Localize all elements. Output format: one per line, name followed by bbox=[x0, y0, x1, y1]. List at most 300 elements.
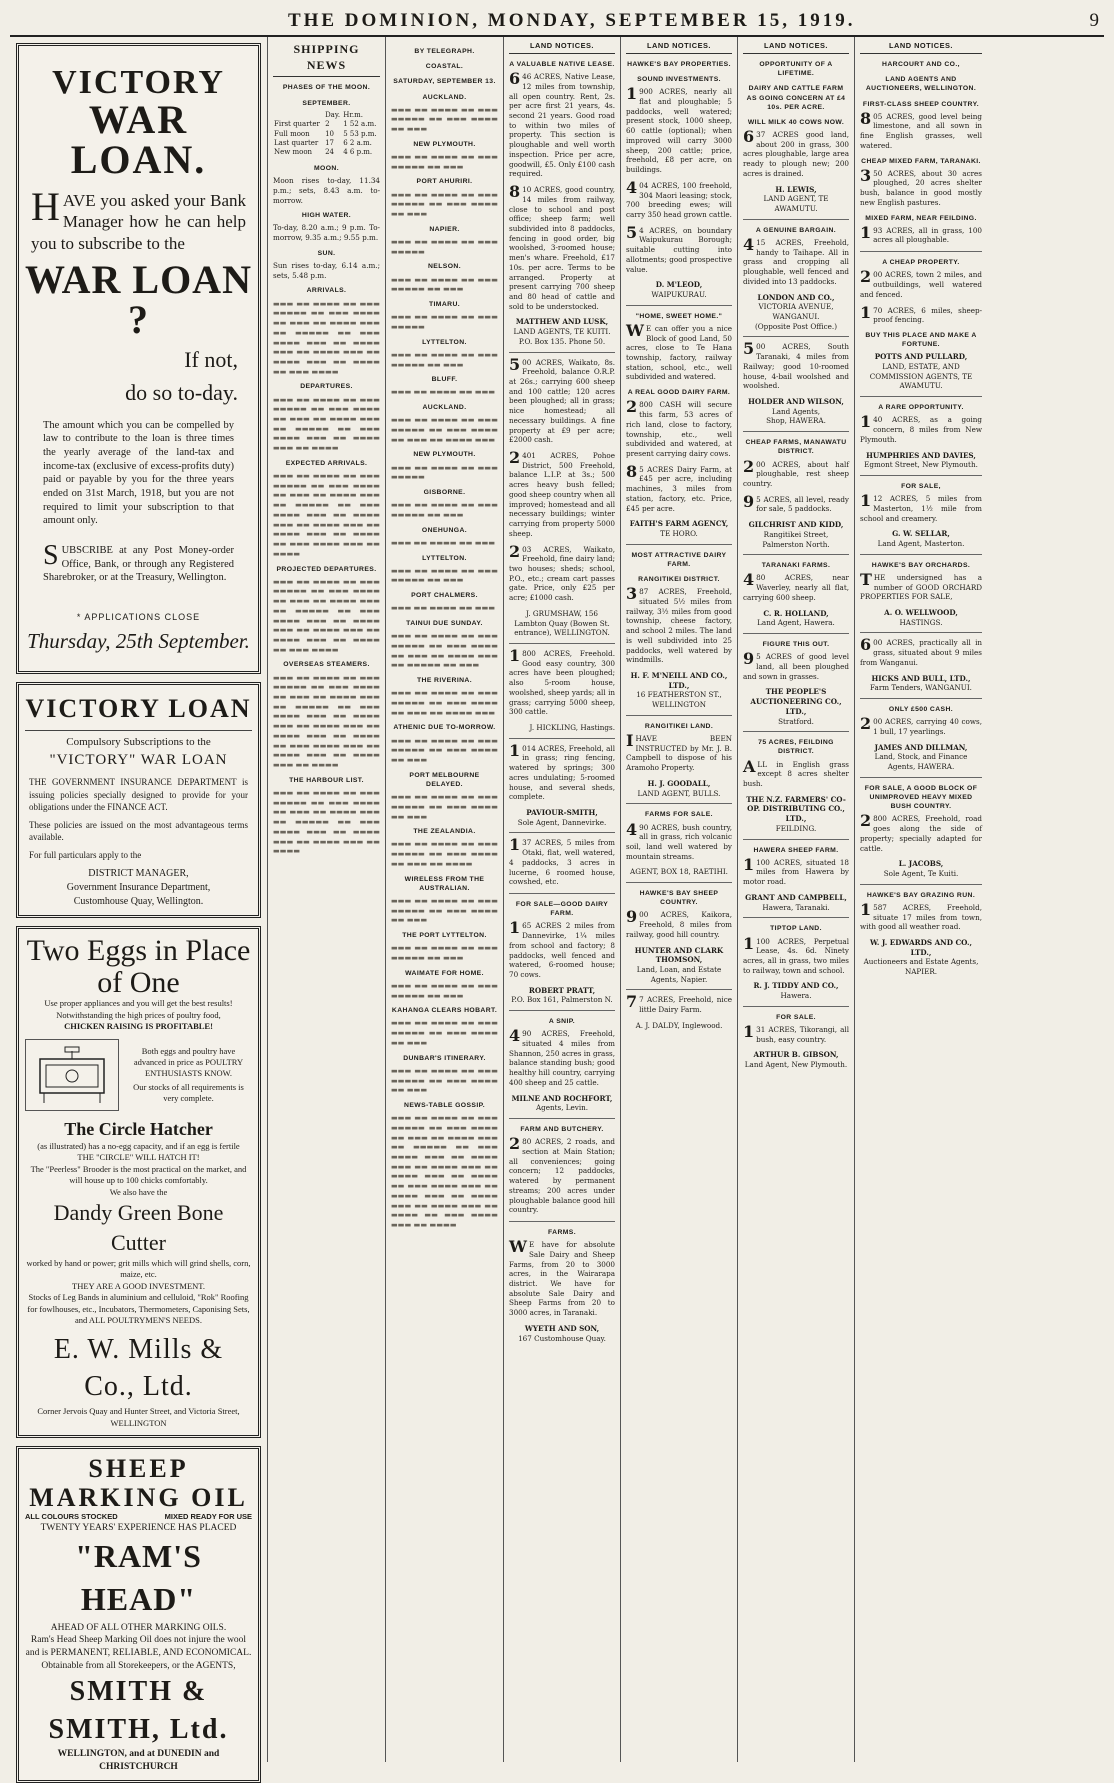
land-notice: 500 ACRES, South Taranaki, 4 miles from Railway; good 10-roomed house, 4-bail woolshed and woolshed. bbox=[743, 339, 849, 391]
agent-name: H. F. M'NEILL AND CO., LTD., bbox=[630, 670, 728, 690]
land-notices-header: LAND NOTICES. bbox=[626, 41, 732, 54]
waimate-heading: WAIMATE FOR HOME. bbox=[405, 969, 484, 977]
notice-subheading: LAND AGENTS AND AUCTIONEERS, WELLINGTON. bbox=[865, 76, 977, 93]
land-notice: WE have for absolute Sale Dairy and Sheep Farms, from 20 to 3000 acres, in the Wairarapa district. We have for absolute Sale Dairy and Sheep Farms from 20 to 3000 acres, in Taranaki. bbox=[509, 1237, 615, 1318]
agent-line: LAND AGENT, BULLS. bbox=[637, 788, 721, 798]
dunbar-text: ▬▬▬ ▬▬ ▬▬▬▬ ▬▬ ▬▬▬ ▬▬▬▬▬ ▬▬ ▬▬▬ ▬▬▬▬ ▬▬ ▬▬▬ bbox=[391, 1065, 498, 1095]
port-heading: ONEHUNGA. bbox=[421, 526, 468, 534]
agent-line: J. GRUMSHAW, 156 Lambton Quay (Bowen St. entrance), WELLINGTON. bbox=[514, 608, 610, 638]
land-notice: 387 ACRES, Freehold, situated 5½ miles from railway, 3½ miles from good township, cheese factory, and school 2 miles. The land is well subdivided into 25 paddocks, well watered by windmills. bbox=[626, 584, 732, 665]
notice-heading: HARCOURT AND CO., bbox=[882, 60, 960, 68]
wireless-heading: WIRELESS FROM THE AUSTRALIAN. bbox=[404, 875, 485, 892]
phases-header-cell: Hr.m. bbox=[343, 110, 364, 119]
ad-if-not: If not, bbox=[184, 346, 238, 372]
land-notice: 85 ACRES Dairy Farm, at £45 per acre, including machines, 3 miles from station, factory, etc. Price, £45 per acre. bbox=[626, 461, 732, 513]
incubator-illustration-icon bbox=[25, 1039, 119, 1111]
notice-heading: FOR SALE, A GOOD BLOCK OF UNIMPROVED HEAVY MIXED BUSH COUNTRY. bbox=[864, 784, 978, 811]
port-entries: ▬▬▬ ▬▬ ▬▬▬▬ ▬▬ ▬▬▬ bbox=[391, 603, 496, 613]
eggs-line2: Notwithstanding the high prices of poultry food, bbox=[56, 1009, 221, 1020]
land-notice: 805 ACRES, good level being limestone, and all sown in fine English grasses, well watered. bbox=[860, 108, 982, 150]
athenic-heading: ATHENIC DUE TO-MORROW. bbox=[393, 724, 496, 732]
notice-heading: A GENUINE BARGAIN. bbox=[755, 226, 837, 234]
port-melbourne-heading: PORT MELBOURNE DELAYED. bbox=[409, 771, 480, 788]
smith-company-name: SMITH & SMITH, Ltd. bbox=[48, 1675, 229, 1745]
agent-line: Land, Loan, and Estate Agents, Napier. bbox=[636, 965, 722, 984]
land-notice: THE undersigned has a number of GOOD ORCHARD PROPERTIES FOR SALE, bbox=[860, 569, 982, 602]
agent-name: MILNE AND ROCHFORT, bbox=[511, 1093, 613, 1103]
eggs-right1: Both eggs and poultry have advanced in price as POULTRY ENTHUSIASTS KNOW. bbox=[133, 1045, 244, 1078]
land-notice: 480 ACRES, near Waverley, nearly all flat, carrying 600 sheep. bbox=[743, 570, 849, 602]
land-notices-column-1 bbox=[504, 37, 621, 1762]
land-notice: 165 ACRES 2 miles from Dannevirke, 1¼ miles from school and factory; 8 paddocks, well fenced and watered, 6-roomed house; 70 cows. bbox=[509, 918, 615, 979]
land-notices-column-4 bbox=[855, 37, 987, 1762]
projected-list: ▬▬▬ ▬▬ ▬▬▬▬ ▬▬ ▬▬▬ ▬▬▬▬▬ ▬▬ ▬▬▬ ▬▬▬▬ ▬▬ ▬▬▬ ▬▬ ▬▬▬▬ ▬▬▬ ▬▬ ▬▬▬▬▬ ▬▬ ▬▬▬ ▬▬▬▬ ▬▬▬ ▬▬ ▬▬▬▬ ▬▬▬ ▬▬ ▬▬▬▬ ▬▬▬ ▬▬ ▬▬▬▬ ▬▬▬ ▬▬ ▬▬▬▬ ▬▬ ▬▬▬ ▬▬▬▬ bbox=[273, 576, 380, 654]
high-water-heading: HIGH WATER. bbox=[301, 212, 352, 220]
port-heading: NEW PLYMOUTH. bbox=[413, 451, 476, 459]
agent-name: GRANT AND CAMPBELL, bbox=[745, 892, 847, 902]
notice-heading: FARMS. bbox=[547, 1229, 577, 1236]
ad-close-date: Thursday, 25th September. bbox=[27, 628, 250, 653]
land-notice: 2401 ACRES, Pohoe District, 500 Freehold, balance L.I.P. at 3s.; 500 acres heavy bush felled; good sheep country when all improved; homestead and all necessary buildings; winter carrying from property 5000 sheep. bbox=[509, 448, 615, 538]
phase-time: 5 53 p.m. bbox=[343, 129, 377, 138]
good-investment: THEY ARE A GOOD INVESTMENT. bbox=[72, 1280, 205, 1291]
page-number: 9 bbox=[1089, 10, 1100, 31]
notice-heading: FIGURE THIS OUT. bbox=[762, 641, 830, 649]
port-entries: ▬▬▬ ▬▬ ▬▬▬▬ ▬▬ ▬▬▬ ▬▬▬▬▬ bbox=[391, 312, 498, 331]
agent-line: Rangitikei Street, Palmerston North. bbox=[762, 529, 830, 549]
ad-war-loan-question: WAR LOAN ? bbox=[25, 256, 252, 342]
port-entries: ▬▬▬ ▬▬ ▬▬▬▬ ▬▬ ▬▬▬ ▬▬▬▬▬ ▬▬ ▬▬▬ ▬▬▬▬ ▬▬ ▬▬▬ ▬▬ ▬▬▬▬ ▬▬▬ bbox=[391, 415, 498, 444]
agent-name: C. R. HOLLAND, bbox=[763, 608, 829, 618]
dandy-cutter-heading: Dandy Green Bone Cutter bbox=[53, 1200, 224, 1256]
arrivals-list: ▬▬▬ ▬▬ ▬▬▬▬ ▬▬ ▬▬▬ ▬▬▬▬▬ ▬▬ ▬▬▬ ▬▬▬▬ ▬▬ ▬▬▬ ▬▬ ▬▬▬▬ ▬▬▬ ▬▬ ▬▬▬▬▬ ▬▬ ▬▬▬ ▬▬▬▬ ▬▬▬ ▬▬ ▬▬▬▬ ▬▬▬ ▬▬ ▬▬▬▬ ▬▬▬ ▬▬ ▬▬▬▬ ▬▬▬ ▬▬ ▬▬▬▬ ▬▬ ▬▬▬ ▬▬▬▬ bbox=[273, 298, 380, 376]
will-hatch: THE "CIRCLE" WILL HATCH IT! bbox=[77, 1152, 200, 1163]
land-notice: IHAVE BEEN INSTRUCTED by Mr. J. B. Campbell to dispose of his Aramoho Property. bbox=[626, 731, 732, 773]
ad2-sub2: "VICTORY" WAR LOAN bbox=[49, 752, 228, 769]
notice-heading: MIXED FARM, NEAR FEILDING. bbox=[865, 214, 977, 222]
notice-heading: A VALUABLE NATIVE LEASE. bbox=[509, 60, 615, 68]
land-notice: 1800 ACRES, Freehold. Good easy country, 300 acres have been ploughed; also 5-room house, woolshed, sheep yards; all in grass; carrying 5000 sheep, 300 cattle. bbox=[509, 645, 615, 717]
land-notice: 137 ACRES, 5 miles from Otaki, flat, well watered, 4 paddocks, 3 acres in lucerne, 6 roomed house, cowshed, etc. bbox=[509, 835, 615, 887]
phase-day: 17 bbox=[325, 139, 334, 148]
overseas-list: ▬▬▬ ▬▬ ▬▬▬▬ ▬▬ ▬▬▬ ▬▬▬▬▬ ▬▬ ▬▬▬ ▬▬▬▬ ▬▬ ▬▬▬ ▬▬ ▬▬▬▬ ▬▬▬ ▬▬ ▬▬▬▬▬ ▬▬ ▬▬▬ ▬▬▬▬ ▬▬▬ ▬▬ ▬▬▬▬ ▬▬▬ ▬▬ ▬▬▬▬ ▬▬▬ ▬▬ ▬▬▬▬ ▬▬▬ ▬▬ ▬▬▬▬ ▬▬ ▬▬▬ ▬▬▬▬ ▬▬▬ ▬▬ ▬▬▬▬ ▬▬▬ ▬▬ ▬▬▬▬ ▬▬▬ ▬▬ ▬▬▬▬ bbox=[273, 672, 380, 770]
agent-line: HASTINGS. bbox=[899, 617, 943, 627]
harbour-list: ▬▬▬ ▬▬ ▬▬▬▬ ▬▬ ▬▬▬ ▬▬▬▬▬ ▬▬ ▬▬▬ ▬▬▬▬ ▬▬ ▬▬▬ ▬▬ ▬▬▬▬ ▬▬▬ ▬▬ ▬▬▬▬▬ ▬▬ ▬▬▬ ▬▬▬▬ ▬▬▬ ▬▬ ▬▬▬▬ ▬▬▬ ▬▬ ▬▬▬▬ ▬▬▬ ▬▬ ▬▬▬▬ bbox=[273, 787, 380, 856]
agent-line: WAIPUKURAU. bbox=[651, 289, 707, 299]
agent-line: TE HORO. bbox=[660, 528, 698, 538]
ad2-p1: THE GOVERNMENT INSURANCE DEPARTMENT is issuing policies specially designed to provide for your obligations under the FINANCE ACT. bbox=[29, 777, 248, 812]
table-row bbox=[273, 148, 380, 157]
agent-line: FEILDING. bbox=[775, 823, 817, 833]
land-notice: 95 ACRES of good level land, all been ploughed and sown in grasses. bbox=[743, 649, 849, 681]
dunbar-heading: DUNBAR'S ITINERARY. bbox=[403, 1054, 486, 1062]
land-notice: 131 ACRES, Tikorangi, all bush, easy country. bbox=[743, 1022, 849, 1044]
land-notice: 404 ACRES, 100 freehold, 304 Maori leasing; stock, 700 breeding ewes; will carry 350 head grown cattle. bbox=[626, 177, 732, 219]
port-heading: AUCKLAND. bbox=[422, 93, 467, 101]
sheep-title: SHEEP MARKING OIL bbox=[29, 1454, 248, 1512]
notice-heading: FOR SALE, bbox=[901, 482, 941, 490]
land-notices-header: LAND NOTICES. bbox=[743, 41, 849, 54]
notice-heading: FARMS FOR SALE. bbox=[645, 811, 713, 819]
port-lyttelton-text: ▬▬▬ ▬▬ ▬▬▬▬ ▬▬ ▬▬▬ ▬▬▬▬▬ ▬▬ ▬▬▬ bbox=[391, 943, 498, 962]
agent-name: POTTS AND PULLARD, bbox=[874, 352, 968, 362]
agent-line: 167 Customhouse Quay. bbox=[518, 1333, 606, 1343]
ad-subscribe-text: SUBSCRIBE at any Post Money-order Office, Bank, or through any Registered Sharebroker, or at the Treasury, Wellington. bbox=[43, 539, 234, 584]
port-entries: ▬▬▬ ▬▬ ▬▬▬▬ ▬▬ ▬▬▬ ▬▬▬▬▬ ▬▬ ▬▬▬ bbox=[391, 349, 498, 369]
port-entries: ▬▬▬ ▬▬ ▬▬▬▬ ▬▬ ▬▬▬ bbox=[391, 537, 496, 547]
port-heading: NEW PLYMOUTH. bbox=[413, 140, 476, 148]
zealandia-text: ▬▬▬ ▬▬ ▬▬▬▬ ▬▬ ▬▬▬ ▬▬▬▬▬ ▬▬ ▬▬▬ ▬▬▬▬ ▬▬ ▬▬▬ ▬▬ ▬▬▬▬ bbox=[391, 839, 498, 868]
phase-time: 6 2 a.m. bbox=[343, 139, 372, 148]
port-entries: ▬▬▬ ▬▬ ▬▬▬▬ ▬▬ ▬▬▬ ▬▬▬▬▬ bbox=[391, 236, 498, 256]
shipping-title: SHIPPING NEWS bbox=[273, 41, 380, 77]
land-notice: 170 ACRES, 6 miles, sheep-proof fencing. bbox=[860, 302, 982, 325]
agent-name: L. JACOBS, bbox=[898, 859, 944, 869]
agent-name: LONDON AND CO., bbox=[757, 292, 835, 302]
port-entries: ▬▬▬ ▬▬ ▬▬▬▬ ▬▬ ▬▬▬ ▬▬▬▬▬ ▬▬ ▬▬▬ bbox=[391, 500, 498, 519]
agent-name: ARTHUR B. GIBSON, bbox=[753, 1050, 839, 1060]
tainui-heading: TAINUI DUE SUNDAY. bbox=[406, 620, 483, 628]
port-heading: BLUFF. bbox=[431, 376, 458, 384]
notice-heading: FARM AND BUTCHERY. bbox=[520, 1126, 604, 1134]
phase-name: New moon bbox=[274, 148, 313, 157]
land-notice: 2800 ACRES, Freehold, road goes along the side of property; specially adapted for cattle. bbox=[860, 811, 982, 853]
phases-header-cell bbox=[273, 111, 324, 120]
mills-address: Corner Jervois Quay and Hunter Street, and Victoria Street, WELLINGTON bbox=[37, 1406, 240, 1428]
port-melbourne-text: ▬▬▬ ▬▬ ▬▬▬▬ ▬▬ ▬▬▬ ▬▬▬▬▬ ▬▬ ▬▬▬ ▬▬▬▬ ▬▬ ▬▬▬ bbox=[391, 792, 498, 821]
port-entries: ▬▬▬ ▬▬ ▬▬▬▬ ▬▬ ▬▬▬ ▬▬▬▬▬ ▬▬ ▬▬▬ bbox=[391, 565, 498, 585]
phase-time: 4 6 p.m. bbox=[343, 148, 373, 157]
agent-line: AGENT, BOX 18, RAETIHI. bbox=[630, 867, 728, 877]
incubator-drawing bbox=[32, 1045, 112, 1105]
circle-hatcher-heading: The Circle Hatcher bbox=[64, 1118, 213, 1139]
agent-line: J. HICKLING, Hastings. bbox=[529, 723, 615, 732]
riverina-heading: THE RIVERINA. bbox=[416, 677, 473, 685]
agent-line: LAND AGENT, TE AWAMUTU. bbox=[763, 194, 829, 214]
agent-name: HUMPHRIES AND DAVIES, bbox=[866, 450, 976, 460]
ad2-p2: These policies are issued on the most advantageous terms available. bbox=[29, 819, 248, 843]
sheep-marking-oil-ad bbox=[16, 1446, 261, 1783]
port-heading: LYTTELTON. bbox=[422, 338, 467, 346]
land-notices-column-3 bbox=[738, 37, 855, 1762]
telegraph-title: BY TELEGRAPH. bbox=[414, 48, 475, 55]
land-notice: 415 ACRES, Freehold, handy to Taihape. All in grass and cropping all ploughable, well fenced and divided into 13 paddocks. bbox=[743, 234, 849, 286]
land-notice: 500 ACRES, Waikato, 8s. Freehold, balance O.R.P. at 26s.; carrying 600 sheep and 100 cattle; 120 acres been ploughed; all in grass; nice homestead; all necessary buildings. A fine property at £9 per acre; £2000 cash. bbox=[509, 354, 615, 445]
notice-heading: ONLY £500 CASH. bbox=[888, 706, 954, 714]
projected-heading: PROJECTED DEPARTURES. bbox=[276, 565, 377, 573]
wireless-text: ▬▬▬ ▬▬ ▬▬▬▬ ▬▬ ▬▬▬ ▬▬▬▬▬ ▬▬ ▬▬▬ ▬▬▬▬ ▬▬ ▬▬▬ bbox=[391, 895, 498, 925]
sheep-experience: TWENTY YEARS' EXPERIENCE HAS PLACED bbox=[40, 1523, 237, 1534]
kahanga-text: ▬▬▬ ▬▬ ▬▬▬▬ ▬▬ ▬▬▬ ▬▬▬▬▬ ▬▬ ▬▬▬ ▬▬▬▬ ▬▬ ▬▬▬ bbox=[391, 1018, 498, 1047]
agent-name: H. J. GOODALL, bbox=[647, 778, 711, 788]
agent-name: HOLDER AND WILSON, bbox=[748, 397, 844, 406]
land-notice: 95 ACRES, all level, ready for sale, 5 paddocks. bbox=[743, 491, 849, 514]
land-notice: ALL in English grass except 8 acres shelter bush. bbox=[743, 756, 849, 788]
notice-heading: OPPORTUNITY OF A LIFETIME. bbox=[759, 60, 833, 78]
port-entries: ▬▬▬ ▬▬ ▬▬▬▬ ▬▬ ▬▬▬ bbox=[391, 387, 496, 397]
agent-line: (Opposite Post Office.) bbox=[754, 321, 838, 331]
ad2-title: VICTORY LOAN bbox=[25, 691, 252, 731]
notice-heading: "HOME, SWEET HOME." bbox=[635, 312, 723, 320]
agent-line: Shop, HAWERA. bbox=[766, 416, 826, 426]
sheep-note: Ram's Head Sheep Marking Oil does not injure the wool and is PERMANENT, RELIABLE, AND ECONOMICAL. bbox=[25, 1635, 252, 1659]
port-entries: ▬▬▬ ▬▬ ▬▬▬▬ ▬▬ ▬▬▬ ▬▬▬▬▬ ▬▬ ▬▬▬ bbox=[391, 274, 498, 294]
notice-heading: HAWKE'S BAY PROPERTIES. bbox=[627, 60, 731, 68]
eggs-right2: Our stocks of all requirements is very complete. bbox=[133, 1081, 244, 1103]
agent-line: Agents, Levin. bbox=[535, 1103, 589, 1113]
notice-heading: HAWKE'S BAY SHEEP COUNTRY. bbox=[639, 890, 719, 907]
land-notice: 112 ACRES, 5 miles from Masterton, 1½ mile from school and creamery. bbox=[860, 491, 982, 523]
port-heading: NELSON. bbox=[427, 263, 461, 271]
land-notice: 200 ACRES, town 2 miles, and outbuildings, well watered and fenced. bbox=[860, 267, 982, 299]
agent-line: Hawera, Taranaki. bbox=[762, 902, 830, 912]
harbour-heading: THE HARBOUR LIST. bbox=[289, 776, 364, 784]
land-notice: 1587 ACRES, Freehold, situate 17 miles from town, with good all weather road. bbox=[860, 899, 982, 932]
notice-heading: TARANAKI FARMS. bbox=[761, 562, 831, 570]
kahanga-heading: KAHANGA CLEARS HOBART. bbox=[391, 1007, 498, 1015]
agent-line: Farm Tenders, WANGANUI. bbox=[870, 683, 972, 693]
notice-subheading: RANGITIKEI DISTRICT. bbox=[638, 576, 720, 584]
notice-heading: BUY THIS PLACE AND MAKE A FORTUNE. bbox=[865, 331, 977, 349]
land-notice: 600 ACRES, practically all in grass, situated about 9 miles from Wanganui. bbox=[860, 635, 982, 667]
agent-line: P.O. Box 161, Palmerston N. bbox=[511, 995, 613, 1005]
land-notice: 1900 ACRES, nearly all flat and ploughable; 5 paddocks, well watered; present stock, 1000 sheep, 60 cattle (optional); when improved will carry 3000 sheep, 200 cattle; price, freehold, £8 per acre, on buildings. bbox=[626, 84, 732, 175]
agent-name: A. O. WELLWOOD, bbox=[884, 608, 958, 618]
notice-heading: MOST ATTRACTIVE DAIRY FARM. bbox=[631, 551, 727, 568]
agent-line: LAND AGENTS, TE KUITI. bbox=[513, 327, 611, 337]
eggs-line1: Use proper appliances and you will get the best results! bbox=[44, 998, 233, 1009]
table-row bbox=[273, 120, 380, 129]
land-notice: 140 ACRES, as a going concern, 8 miles from New Plymouth. bbox=[860, 412, 982, 444]
phase-day: 2 bbox=[325, 120, 330, 129]
ad-applications-close: * APPLICATIONS CLOSE bbox=[76, 611, 201, 622]
sheep-right: MIXED READY FOR USE bbox=[164, 1512, 252, 1522]
phase-name: Full moon bbox=[274, 129, 310, 138]
riverina-text: ▬▬▬ ▬▬ ▬▬▬▬ ▬▬ ▬▬▬ ▬▬▬▬▬ ▬▬ ▬▬▬ ▬▬▬▬ ▬▬ ▬▬▬ ▬▬ ▬▬▬▬ ▬▬▬ bbox=[391, 688, 498, 717]
port-entries: ▬▬▬ ▬▬ ▬▬▬▬ ▬▬ ▬▬▬ ▬▬▬▬▬ ▬▬ ▬▬▬ ▬▬▬▬ ▬▬ ▬▬▬ bbox=[391, 104, 498, 134]
agent-name: MATTHEW AND LUSK, bbox=[515, 317, 609, 327]
rams-head-heading: "RAM'S HEAD" bbox=[75, 1538, 202, 1618]
athenic-text: ▬▬▬ ▬▬ ▬▬▬▬ ▬▬ ▬▬▬ ▬▬▬▬▬ ▬▬ ▬▬▬ ▬▬▬▬ ▬▬ ▬▬▬ bbox=[391, 735, 498, 765]
zealandia-heading: THE ZEALANDIA. bbox=[413, 828, 476, 836]
table-row bbox=[273, 130, 380, 139]
compulsory-subscriptions-ad bbox=[16, 682, 261, 918]
land-notice: 646 ACRES, Native Lease, 12 miles from township, all open country. Rent, 2s. per acre first 21 years, 4s. second 21 years. Good road to within two miles of property. This section is ploughable and well worth inspection. Price per acre, goodwill, £5. Only £100 cash required. bbox=[509, 69, 615, 179]
port-heading: PORT CHALMERS. bbox=[411, 592, 478, 600]
expected-heading: EXPECTED ARRIVALS. bbox=[285, 459, 368, 467]
land-notice: 490 ACRES, Freehold, situated 4 miles from Shannon, 250 acres in grass, balance standing bush; good healthy hill country, carrying 400 sheep and 25 cattle. bbox=[509, 1026, 615, 1087]
land-notice: 200 ACRES, about half ploughable, rest sheep country. bbox=[743, 456, 849, 488]
agent-name: H. LEWIS, bbox=[775, 184, 817, 194]
notice-heading: HAWKE'S BAY ORCHARDS. bbox=[871, 561, 971, 569]
masthead-title: THE DOMINION, MONDAY, SEPTEMBER 15, 1919. bbox=[287, 10, 856, 31]
victory-war-loan-ad bbox=[16, 43, 261, 674]
peerless-note: The "Peerless" Brooder is the most practical on the market, and will house up to 100 chicks comfortably. bbox=[30, 1163, 247, 1186]
agent-line: Stratford. bbox=[778, 716, 814, 726]
phases-month: SEPTEMBER. bbox=[302, 99, 351, 107]
port-heading: PORT AHURIRI. bbox=[416, 178, 473, 186]
land-notice: 810 ACRES, good country, 14 miles from railway, close to school and post office; sheep farm; well subdivided into 8 paddocks, fencing in good order, big woolshed, 3-roomed house; men's whare. Freehold, £17 10s. per acre. Terms to be arranged. Property at present carrying 700 sheep and 80 head of cattle and sold to be understocked. bbox=[509, 182, 615, 311]
sun-heading: SUN. bbox=[317, 249, 336, 257]
port-heading: AUCKLAND. bbox=[422, 404, 467, 412]
notice-heading: A CHEAP PROPERTY. bbox=[882, 259, 960, 267]
port-heading: TIMARU. bbox=[428, 301, 461, 308]
agent-name: HUNTER AND CLARK THOMSON, bbox=[634, 945, 724, 965]
phases-title: PHASES OF THE MOON. bbox=[282, 84, 371, 92]
coastal-heading: COASTAL. bbox=[425, 63, 464, 71]
land-notices-header: LAND NOTICES. bbox=[509, 41, 615, 54]
agent-line: 16 FEATHERSTON ST., WELLINGTON bbox=[636, 690, 722, 710]
ad2-manager: DISTRICT MANAGER, bbox=[88, 868, 189, 880]
notice-heading: FOR SALE—GOOD DAIRY FARM. bbox=[515, 901, 609, 918]
land-notices-header: LAND NOTICES. bbox=[860, 41, 982, 54]
land-notice: 77 ACRES, Freehold, nice little Dairy Farm. bbox=[626, 992, 732, 1015]
notice-heading: CHEAP FARMS, MANAWATU DISTRICT. bbox=[745, 439, 847, 456]
phase-day: 24 bbox=[325, 148, 334, 157]
agent-line: Sole Agent, Dannevirke. bbox=[517, 817, 607, 827]
ad2-address: Customhouse Quay, Wellington. bbox=[73, 896, 204, 908]
telegraph-column bbox=[386, 37, 504, 1762]
notice-heading: CHEAP MIXED FARM, TARANAKI. bbox=[861, 157, 981, 165]
high-water-text: To-day, 8.20 a.m.; 9 p.m. To-morrow, 9.35 a.m.; 9.55 p.m. bbox=[273, 223, 380, 243]
agent-line: Land, Stock, and Finance Agents, HAWERA. bbox=[874, 752, 968, 772]
ad2-p3: For full particulars apply to the bbox=[29, 850, 142, 861]
agent-name: JAMES AND DILLMAN, bbox=[874, 742, 968, 752]
notice-subheading: WILL MILK 40 COWS NOW. bbox=[747, 118, 845, 126]
land-notice: 350 ACRES, about 30 acres ploughed, 20 acres shelter bush, balance in good mostly new English pastures. bbox=[860, 165, 982, 207]
notice-heading: TIPTOP LAND. bbox=[770, 925, 822, 933]
phase-name: First quarter bbox=[274, 120, 320, 129]
phase-day: 10 bbox=[325, 129, 334, 138]
agent-name: FAITH'S FARM AGENCY, bbox=[629, 519, 729, 529]
land-notice: 54 ACRES, on boundary Waipukurau Borough; suitable cutting into allotments; good prospective value. bbox=[626, 222, 732, 274]
phase-time: 1 52 a.m. bbox=[343, 120, 377, 129]
ad-ask-text: HAVE you asked your Bank Manager how he can help you to subscribe to the bbox=[31, 184, 246, 253]
port-heading: NAPIER. bbox=[429, 225, 460, 233]
phases-header-cell: Day. bbox=[325, 110, 341, 119]
agent-name: WYETH AND SON, bbox=[524, 1323, 600, 1333]
table-row bbox=[273, 139, 380, 148]
agent-line: Auctioneers and Estate Agents, NAPIER. bbox=[863, 957, 979, 977]
land-notice: 280 ACRES, 2 roads, and section at Main Station; all conveniences; going concern; 12 paddocks, watered by permanent streams; 200 acres under ploughable balance good hill country. bbox=[509, 1134, 615, 1215]
land-notice: 637 ACRES good land, about 200 in grass, 300 acres ploughable, large area ready to plough new; 200 acres is drained. bbox=[743, 127, 849, 178]
sun-text: Sun rises to-day, 6.14 a.m.; sets, 5.48 p.m. bbox=[273, 261, 380, 280]
arrivals-heading: ARRIVALS. bbox=[306, 287, 347, 295]
land-notice: 900 ACRES, Kaikora, Freehold, 8 miles from railway, good hill country. bbox=[626, 907, 732, 939]
departures-list: ▬▬▬ ▬▬ ▬▬▬▬ ▬▬ ▬▬▬ ▬▬▬▬▬ ▬▬ ▬▬▬ ▬▬▬▬ ▬▬ ▬▬▬ ▬▬ ▬▬▬▬ ▬▬▬ ▬▬ ▬▬▬▬▬ ▬▬ ▬▬▬ ▬▬▬▬ ▬▬▬ ▬▬ ▬▬▬▬ ▬▬▬ ▬▬ ▬▬▬▬ bbox=[273, 394, 380, 453]
land-notice: WE can offer you a nice Block of good Land, 50 acres, close to Te Hana township, factory, railway station, school, etc., well subdivided and watered. bbox=[626, 320, 732, 382]
agent-name: G. W. SELLAR, bbox=[892, 529, 950, 539]
agent-line: Egmont Street, New Plymouth. bbox=[864, 460, 978, 470]
agent-name: R. J. TIDDY AND CO., bbox=[753, 981, 839, 991]
agent-line: A. J. DALDY, Inglewood. bbox=[635, 1020, 723, 1030]
also-have: We also have the bbox=[109, 1186, 168, 1197]
ad-do-so: do so to-day. bbox=[125, 380, 238, 406]
departures-heading: DEPARTURES. bbox=[300, 383, 353, 391]
ad-amount-text: The amount which you can be compelled by law to contribute to the loan is three times the yearly average of the land-tax and income-tax (exclusive of excess-profits duty) paid or payable by you for the three years ended on 31st March, 1918, but you are not required to limit your subscription to that amount only. bbox=[43, 419, 234, 527]
land-notice: 490 ACRES, bush country, all in grass, rich volcanic soil, land well watered by mountain streams. bbox=[626, 819, 732, 861]
notice-heading: HAWKE'S BAY GRAZING RUN. bbox=[866, 891, 976, 899]
agent-name: GILCHRIST AND KIDD, bbox=[748, 520, 844, 530]
agent-line: Land Agent, New Plymouth. bbox=[744, 1060, 848, 1070]
agent-name: HICKS AND BULL, LTD., bbox=[871, 673, 971, 683]
ad-war-loan-heading: WAR LOAN. bbox=[70, 97, 207, 182]
sheep-obtain: Obtainable from all Storekeepers, or the AGENTS, bbox=[41, 1661, 236, 1672]
hatcher-note: (as illustrated) has a no-egg capacity, and if an egg is fertile bbox=[37, 1141, 240, 1152]
notice-heading: A SNIP. bbox=[548, 1018, 576, 1026]
land-notice: 1100 ACRES, Perpetual Lease, 4s. 6d. Ninety acres, all in grass, two miles to railway, town and school. bbox=[743, 933, 849, 975]
notice-heading: FIRST-CLASS SHEEP COUNTRY. bbox=[862, 100, 980, 108]
notice-heading: HAWERA SHEEP FARM. bbox=[753, 846, 839, 854]
notice-heading: 75 ACRES, FEILDING DISTRICT. bbox=[758, 739, 834, 756]
news-table-text: ▬▬▬ ▬▬ ▬▬▬▬ ▬▬ ▬▬▬ ▬▬▬▬▬ ▬▬ ▬▬▬ ▬▬▬▬ ▬▬ ▬▬▬ ▬▬ ▬▬▬▬ ▬▬▬ ▬▬ ▬▬▬▬▬ ▬▬ ▬▬▬ ▬▬▬▬ ▬▬▬ ▬▬ ▬▬▬▬ ▬▬▬ ▬▬ ▬▬▬▬ ▬▬▬ ▬▬ ▬▬▬▬ ▬▬▬ ▬▬ ▬▬▬▬ ▬▬ ▬▬▬ ▬▬▬▬ ▬▬▬ ▬▬ ▬▬▬▬ ▬▬▬ ▬▬ ▬▬▬▬ ▬▬▬ ▬▬ ▬▬▬▬ ▬▬▬ ▬▬ ▬▬▬▬ ▬▬ ▬▬▬ ▬▬▬▬ ▬▬▬ ▬▬ ▬▬▬▬ bbox=[391, 1113, 498, 1230]
mills-company-name: E. W. Mills & Co., Ltd. bbox=[53, 1333, 224, 1403]
agent-line: Land Agent, Hawera. bbox=[757, 618, 835, 628]
notice-subheading: DAIRY AND CATTLE FARM AS GOING CONCERN AT £4 10s. PER ACRE. bbox=[746, 85, 846, 111]
port-heading: LYTTELTON. bbox=[422, 554, 467, 562]
port-entries: ▬▬▬ ▬▬ ▬▬▬▬ ▬▬ ▬▬▬ ▬▬▬▬▬ bbox=[391, 462, 498, 482]
waimate-text: ▬▬▬ ▬▬ ▬▬▬▬ ▬▬ ▬▬▬ ▬▬▬▬▬ ▬▬ ▬▬▬ bbox=[391, 980, 498, 1000]
advertisements-column bbox=[10, 37, 268, 1773]
land-notice: 203 ACRES, Waikato, Freehold, fine dairy land; two houses; sheds; school, P.O., etc.; cream cart passes gate. Price, only £25 per acre; £1000 cash. bbox=[509, 541, 615, 603]
dandy-note: worked by hand or power; grit mills which will grind shells, corn, maize, etc. bbox=[26, 1257, 251, 1280]
agent-name: D. M'LEOD, bbox=[655, 280, 703, 290]
land-notice: 200 ACRES, carrying 40 cows, 1 bull, 17 yearlings. bbox=[860, 714, 982, 736]
land-notice: 1014 ACRES, Freehold, all in grass; ring fencing, watered by springs; 300 acres undulating; 5-roomed house, and several sheds, complete. bbox=[509, 740, 615, 802]
agent-name: THE PEOPLE'S AUCTIONEERING CO., LTD., bbox=[750, 687, 842, 716]
agent-name: THE N.Z. FARMERS' CO-OP. DISTRIBUTING CO., LTD., bbox=[746, 794, 846, 824]
ad2-sub: Compulsory Subscriptions to the bbox=[66, 736, 211, 749]
port-entries: ▬▬▬ ▬▬ ▬▬▬▬ ▬▬ ▬▬▬ ▬▬▬▬▬ ▬▬ ▬▬▬ bbox=[391, 152, 498, 171]
telegraph-date: SATURDAY, SEPTEMBER 13. bbox=[393, 78, 496, 86]
phase-name: Last quarter bbox=[274, 139, 319, 148]
notice-heading: RANGITIKEI LAND. bbox=[644, 722, 714, 730]
notice-subheading: SOUND INVESTMENTS. bbox=[637, 76, 721, 84]
tainui-text: ▬▬▬ ▬▬ ▬▬▬▬ ▬▬ ▬▬▬ ▬▬▬▬▬ ▬▬ ▬▬▬ ▬▬▬▬ ▬▬ ▬▬▬ ▬▬ ▬▬▬▬ ▬▬▬ ▬▬ ▬▬▬▬▬ ▬▬ ▬▬▬ bbox=[391, 631, 498, 670]
agent-name: ROBERT PRATT, bbox=[528, 985, 596, 995]
agent-line: LAND, ESTATE, AND COMMISSION AGENTS, TE AWAMUTU. bbox=[869, 362, 973, 391]
expected-list: ▬▬▬ ▬▬ ▬▬▬▬ ▬▬ ▬▬▬ ▬▬▬▬▬ ▬▬ ▬▬▬ ▬▬▬▬ ▬▬ ▬▬▬ ▬▬ ▬▬▬▬ ▬▬▬ ▬▬ ▬▬▬▬▬ ▬▬ ▬▬▬ ▬▬▬▬ ▬▬▬ ▬▬ ▬▬▬▬ ▬▬▬ ▬▬ ▬▬▬▬ ▬▬▬ ▬▬ ▬▬▬▬ ▬▬▬ ▬▬ ▬▬▬▬ ▬▬ ▬▬▬ ▬▬▬▬ ▬▬▬ ▬▬ ▬▬▬▬ bbox=[273, 471, 380, 558]
land-notices-column-2 bbox=[621, 37, 738, 1762]
overseas-heading: OVERSEAS STEAMERS. bbox=[283, 661, 370, 669]
shipping-news-column bbox=[268, 37, 386, 1762]
news-table-heading: NEWS-TABLE GOSSIP. bbox=[404, 1101, 485, 1109]
stocks-note: Stocks of Leg Bands in aluminium and celluloid, "Rok" Roofing for fowlhouses, etc., Incubators, Thermometers, Caponising Sets, and ALL POULTRYMEN'S NEEDS. bbox=[27, 1292, 250, 1326]
eggs-title: Two Eggs in Place of One bbox=[26, 934, 251, 999]
agent-line: Sole Agent, Te Kuiti. bbox=[883, 868, 959, 878]
sheep-left: ALL COLOURS STOCKED bbox=[25, 1512, 118, 1522]
agent-line: P.O. Box 135. Phone 50. bbox=[518, 336, 606, 346]
notice-heading: A RARE OPPORTUNITY. bbox=[878, 404, 964, 412]
moon-text: Moon rises to-day, 11.34 p.m.; sets, 8.43 a.m. to-morrow. bbox=[273, 176, 380, 205]
land-notice: 193 ACRES, all in grass, 100 acres all ploughable. bbox=[860, 222, 982, 245]
port-lyttelton-heading: THE PORT LYTTELTON. bbox=[402, 932, 487, 940]
land-notice: 1100 ACRES, situated 18 miles from Hawera by motor road. bbox=[743, 854, 849, 887]
eggs-line3: CHICKEN RAISING IS PROFITABLE! bbox=[64, 1021, 213, 1032]
port-heading: GISBORNE. bbox=[423, 489, 466, 497]
masthead bbox=[10, 6, 1104, 37]
moon-heading: MOON. bbox=[313, 164, 340, 172]
land-notice: 2800 CASH will secure this farm, 53 acres of rich land, close to factory, township, etc., well subdivided and watered, at present carrying dairy cows. bbox=[626, 397, 732, 458]
agent-name: W. J. EDWARDS AND CO., LTD., bbox=[869, 938, 973, 957]
agent-line: Hawera. bbox=[780, 991, 812, 1001]
moon-phases-table bbox=[273, 111, 380, 158]
smith-address: WELLINGTON, and at DUNEDIN and CHRISTCHURCH bbox=[57, 1749, 220, 1773]
agent-line: Land Agents, bbox=[771, 406, 821, 416]
ad2-dept: Government Insurance Department, bbox=[66, 882, 211, 894]
two-eggs-ad bbox=[16, 926, 261, 1438]
agent-line: VICTORIA AVENUE, WANGANUI. bbox=[758, 302, 834, 321]
